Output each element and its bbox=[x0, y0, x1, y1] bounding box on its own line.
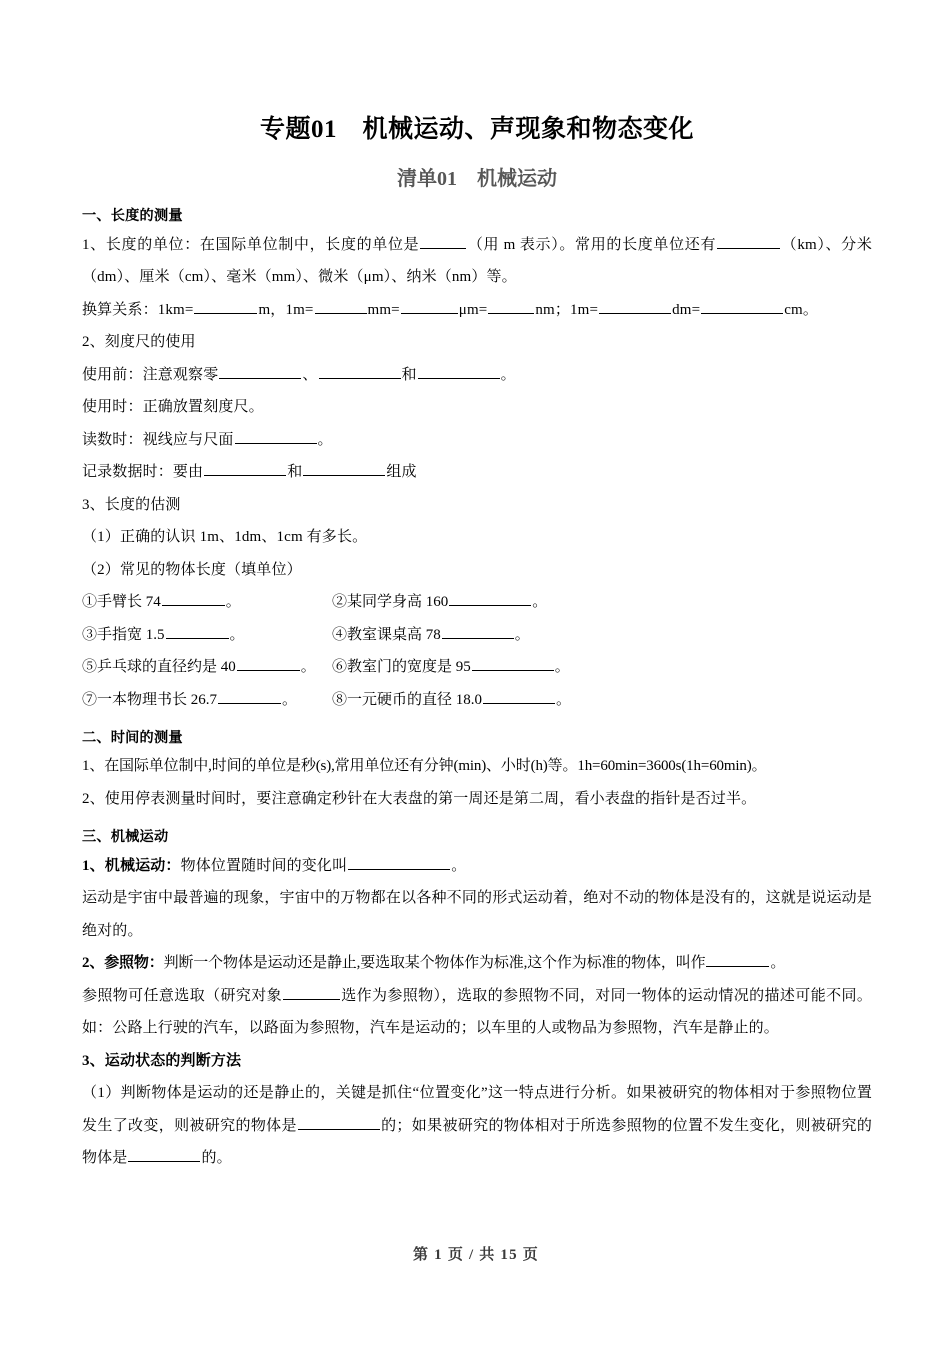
estimate-cell-left bbox=[82, 684, 332, 717]
estimate-period: 。 bbox=[229, 626, 245, 643]
estimate-text: ④教室课桌高 78 bbox=[332, 626, 441, 643]
fill-blank[interactable] bbox=[162, 591, 225, 606]
conversion-text-2: mm= bbox=[367, 301, 400, 318]
fill-blank[interactable] bbox=[194, 299, 257, 314]
reference-object-text-a: 判断一个物体是运动还是静止,要选取某个物体作为标准,这个作为标准的物体，叫作 bbox=[163, 955, 706, 972]
section-heading-time: 二、时间的测量 bbox=[82, 730, 183, 747]
estimate-row bbox=[82, 651, 872, 684]
estimate-row bbox=[82, 586, 872, 619]
reference-object-para-a: 参照物可任意选取（研究对象 bbox=[82, 987, 283, 1004]
section-heading-length: 一、长度的测量 bbox=[82, 208, 183, 225]
fill-blank[interactable] bbox=[706, 952, 769, 967]
estimate-period: 。 bbox=[300, 659, 316, 676]
estimate-row bbox=[82, 619, 872, 652]
reference-object-paragraph bbox=[82, 980, 872, 1045]
estimate-cell-right bbox=[332, 586, 872, 619]
fill-blank[interactable] bbox=[166, 624, 229, 639]
mechanical-motion-text-b: 。 bbox=[451, 857, 467, 874]
fill-blank[interactable] bbox=[472, 656, 554, 671]
length-unit-text-d: 分米（dm）、厘米（cm）、毫米（mm）、微米（μm）、纳米（nm）等。 bbox=[82, 236, 872, 286]
ruler-reading-text-a: 读数时：视线应与尺面 bbox=[82, 431, 234, 448]
ruler-before-text-d: 。 bbox=[500, 366, 516, 383]
conversion-text-3: μm= bbox=[458, 301, 488, 318]
fill-blank[interactable] bbox=[218, 689, 281, 704]
fill-blank[interactable] bbox=[488, 299, 534, 314]
fill-blank[interactable] bbox=[348, 855, 450, 870]
conversion-label: 换算关系：1km= bbox=[82, 301, 194, 318]
fill-blank[interactable] bbox=[219, 364, 301, 379]
conversion-text-4: nm；1m= bbox=[535, 301, 599, 318]
fill-blank[interactable] bbox=[319, 364, 401, 379]
estimate-text: ⑧一元硬币的直径 18.0 bbox=[332, 691, 483, 708]
motion-universal-paragraph: 运动是宇宙中最普遍的现象，宇宙中的万物都在以各种不同的形式运动着，绝对不动的物体是没有的，这就是说运动是绝对的。 bbox=[82, 890, 872, 939]
estimate-cell-left bbox=[82, 586, 332, 619]
fill-blank[interactable] bbox=[701, 299, 783, 314]
ruler-usage-title: 2、刻度尺的使用 bbox=[82, 334, 196, 351]
ruler-record bbox=[82, 456, 872, 489]
ruler-before-text-a: 使用前：注意观察零 bbox=[82, 366, 219, 383]
estimate-text: ①手臂长 74 bbox=[82, 594, 161, 611]
estimate-item-1: （1）正确的认识 1m、1dm、1cm 有多长。 bbox=[82, 529, 368, 546]
mechanical-motion-definition bbox=[82, 850, 872, 883]
fill-blank[interactable] bbox=[599, 299, 671, 314]
page-footer: 第 1 页 / 共 15 页 bbox=[413, 1247, 539, 1263]
fill-blank[interactable] bbox=[420, 234, 466, 249]
estimate-text: ⑦一本物理书长 26.7 bbox=[82, 691, 218, 708]
estimate-row bbox=[82, 684, 872, 717]
estimate-cell-left bbox=[82, 651, 332, 684]
fill-blank[interactable] bbox=[418, 364, 500, 379]
ruler-reading-text-b: 。 bbox=[317, 431, 333, 448]
fill-blank[interactable] bbox=[449, 591, 531, 606]
estimate-title: 3、长度的估测 bbox=[82, 496, 181, 513]
length-unit-text-c: （km）、 bbox=[781, 236, 842, 253]
mechanical-motion-text-a: 物体位置随时间的变化叫 bbox=[180, 857, 348, 874]
estimate-cell-right bbox=[332, 619, 872, 652]
ruler-reading bbox=[82, 424, 872, 457]
estimate-cell-left bbox=[82, 619, 332, 652]
fill-blank[interactable] bbox=[128, 1147, 200, 1162]
estimate-text: ⑥教室门的宽度是 95 bbox=[332, 659, 471, 676]
fill-blank[interactable] bbox=[315, 299, 367, 314]
judgement-text-a: （1）判断物体是运动的还是静止的，关键是抓住“位置变化”这一特点进行分析。如果被研究的物体相对于参照物位置发生了改变，则被研究的物体是 bbox=[82, 1085, 872, 1134]
fill-blank[interactable] bbox=[298, 1115, 380, 1130]
reference-object-lead: 2、参照物： bbox=[82, 955, 164, 972]
fill-blank[interactable] bbox=[401, 299, 458, 314]
fill-blank[interactable] bbox=[283, 985, 340, 1000]
time-unit-paragraph: 1、在国际单位制中,时间的单位是秒(s),常用单位还有分钟(min)、小时(h)等。1h=60min=3600s(1h=60min)。 bbox=[82, 758, 767, 775]
estimate-period: 。 bbox=[225, 594, 241, 611]
ruler-before-use bbox=[82, 359, 872, 392]
ruler-before-text-c: 和 bbox=[401, 366, 417, 383]
estimate-cell-right bbox=[332, 684, 872, 717]
reference-object-para-b: 选作为参照物），选取的参照物不同，对同一物体的运动情况的描述可能不同。如：公路上行驶的汽车，以路面为参照物，汽车是运动的；以车里的人或物品为参照物，汽车是静止的。 bbox=[82, 987, 872, 1037]
estimate-text: ②某同学身高 160 bbox=[332, 594, 449, 611]
fill-blank[interactable] bbox=[717, 234, 780, 249]
fill-blank[interactable] bbox=[483, 689, 555, 704]
judgement-text-b: 的；如果被研究的物体相对于所选参照物的位置不发生变化，则被研究的物体是 bbox=[82, 1117, 872, 1167]
estimate-period: 。 bbox=[554, 659, 570, 676]
motion-state-judgement-paragraph bbox=[82, 1077, 872, 1175]
fill-blank[interactable] bbox=[442, 624, 514, 639]
motion-state-judgement-title: 3、运动状态的判断方法 bbox=[82, 1052, 242, 1069]
stopwatch-paragraph: 2、使用停表测量时间时，要注意确定秒针在大表盘的第一周还是第二周，看小表盘的指针是否过半。 bbox=[82, 790, 757, 807]
length-unit-text-a: 1、长度的单位：在国际单位制中，长度的单位是 bbox=[82, 236, 420, 253]
ruler-record-text-a: 记录数据时：要由 bbox=[82, 464, 204, 481]
fill-blank[interactable] bbox=[237, 656, 300, 671]
estimate-text: ⑤乒乓球的直径约是 40 bbox=[82, 659, 236, 676]
ruler-record-text-c: 组成 bbox=[386, 464, 417, 481]
fill-blank[interactable] bbox=[204, 461, 286, 476]
reference-object-definition bbox=[82, 947, 872, 980]
ruler-during-use: 使用时：正确放置刻度尺。 bbox=[82, 399, 264, 416]
estimate-cell-right bbox=[332, 651, 872, 684]
fill-blank[interactable] bbox=[303, 461, 385, 476]
section-heading-motion: 三、机械运动 bbox=[82, 829, 169, 846]
mechanical-motion-lead: 1、机械运动： bbox=[82, 857, 181, 874]
fill-blank[interactable] bbox=[235, 429, 317, 444]
page-title: 专题01 机械运动、声现象和物态变化 bbox=[259, 116, 694, 143]
estimate-period: 。 bbox=[532, 594, 548, 611]
length-unit-paragraph bbox=[82, 229, 872, 294]
conversion-text-5: dm= bbox=[672, 301, 701, 318]
judgement-text-c: 的。 bbox=[201, 1150, 232, 1167]
ruler-before-text-b: 、 bbox=[302, 366, 318, 383]
conversion-paragraph bbox=[82, 294, 872, 327]
estimate-item-2: （2）常见的物体长度（填单位） bbox=[82, 561, 302, 578]
ruler-record-text-b: 和 bbox=[287, 464, 303, 481]
estimate-period: 。 bbox=[556, 691, 572, 708]
estimate-period: 。 bbox=[514, 626, 530, 643]
estimate-text: ③手指宽 1.5 bbox=[82, 626, 165, 643]
reference-object-text-b: 。 bbox=[770, 955, 786, 972]
length-unit-text-b: （用 m 表示）。常用的长度单位还有 bbox=[467, 236, 717, 253]
estimate-period: 。 bbox=[282, 691, 298, 708]
conversion-text-6: cm。 bbox=[784, 301, 818, 318]
conversion-text-1: m，1m= bbox=[258, 301, 314, 318]
page-subtitle: 清单01 机械运动 bbox=[397, 168, 557, 191]
document-content bbox=[82, 0, 872, 1175]
